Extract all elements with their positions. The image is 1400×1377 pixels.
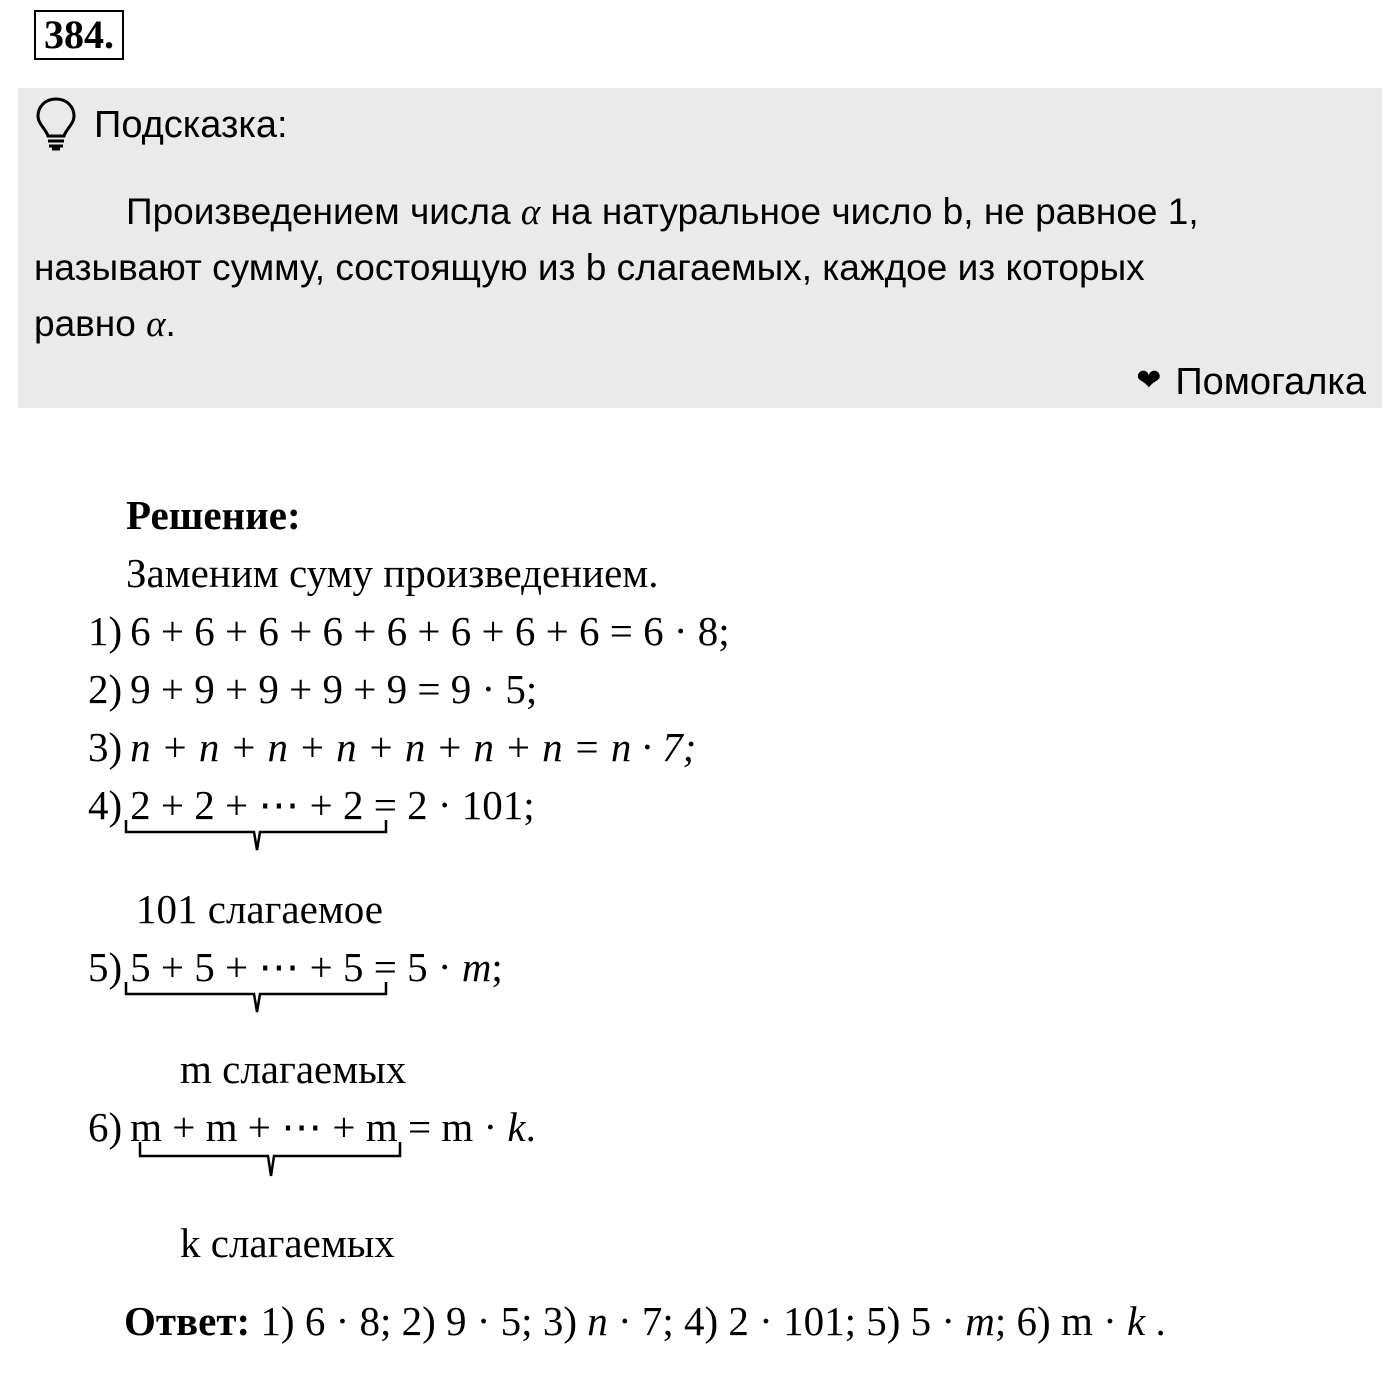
exercise-number: 384.: [34, 10, 124, 60]
credit-label: ❤ Помогалка: [1136, 358, 1366, 405]
lightbulb-icon: [34, 96, 78, 152]
underbrace: [124, 980, 390, 1016]
solution-item-4: 4) 2 + 2 + ⋯ + 2 = 2 · 101;: [88, 782, 535, 828]
brace-label-6: k слагаемых: [180, 1220, 395, 1266]
underbrace: [124, 818, 390, 854]
hint-line-3: равно α.: [34, 303, 176, 345]
solution-item-3: 3) n + n + n + n + n + n + n = n · 7;: [88, 724, 697, 770]
brace-label-4: 101 слагаемое: [136, 886, 383, 932]
hint-title: Подсказка:: [94, 104, 288, 146]
brace-label-5: m слагаемых: [180, 1046, 407, 1092]
underbrace: [138, 1140, 404, 1180]
heart-icon: ❤: [1136, 364, 1162, 397]
answer-line: Ответ: 1) 6 · 8; 2) 9 · 5; 3) n · 7; 4) 2 · 101; 5) 5 · m; 6) m · k .: [124, 1298, 1166, 1344]
solution-item-6: 6) m + m + ⋯ + m = m · k.: [88, 1104, 536, 1150]
solution-item-5: 5) 5 + 5 + ⋯ + 5 = 5 · m;: [88, 944, 503, 990]
hint-line-2: называют сумму, состоящую из b слагаемых, каждое из которых: [34, 247, 1145, 288]
solution-item-1: 1) 6 + 6 + 6 + 6 + 6 + 6 + 6 + 6 = 6 · 8;: [88, 608, 730, 654]
solution-intro: Заменим суму произведением.: [126, 550, 659, 596]
solution-heading: Решение:: [126, 492, 301, 538]
variable-alpha: α: [520, 192, 541, 233]
hint-line-1: Произведением числа α на натуральное число b, не равное 1,: [126, 191, 1199, 233]
solution-item-2: 2) 9 + 9 + 9 + 9 + 9 = 9 · 5;: [88, 666, 538, 712]
